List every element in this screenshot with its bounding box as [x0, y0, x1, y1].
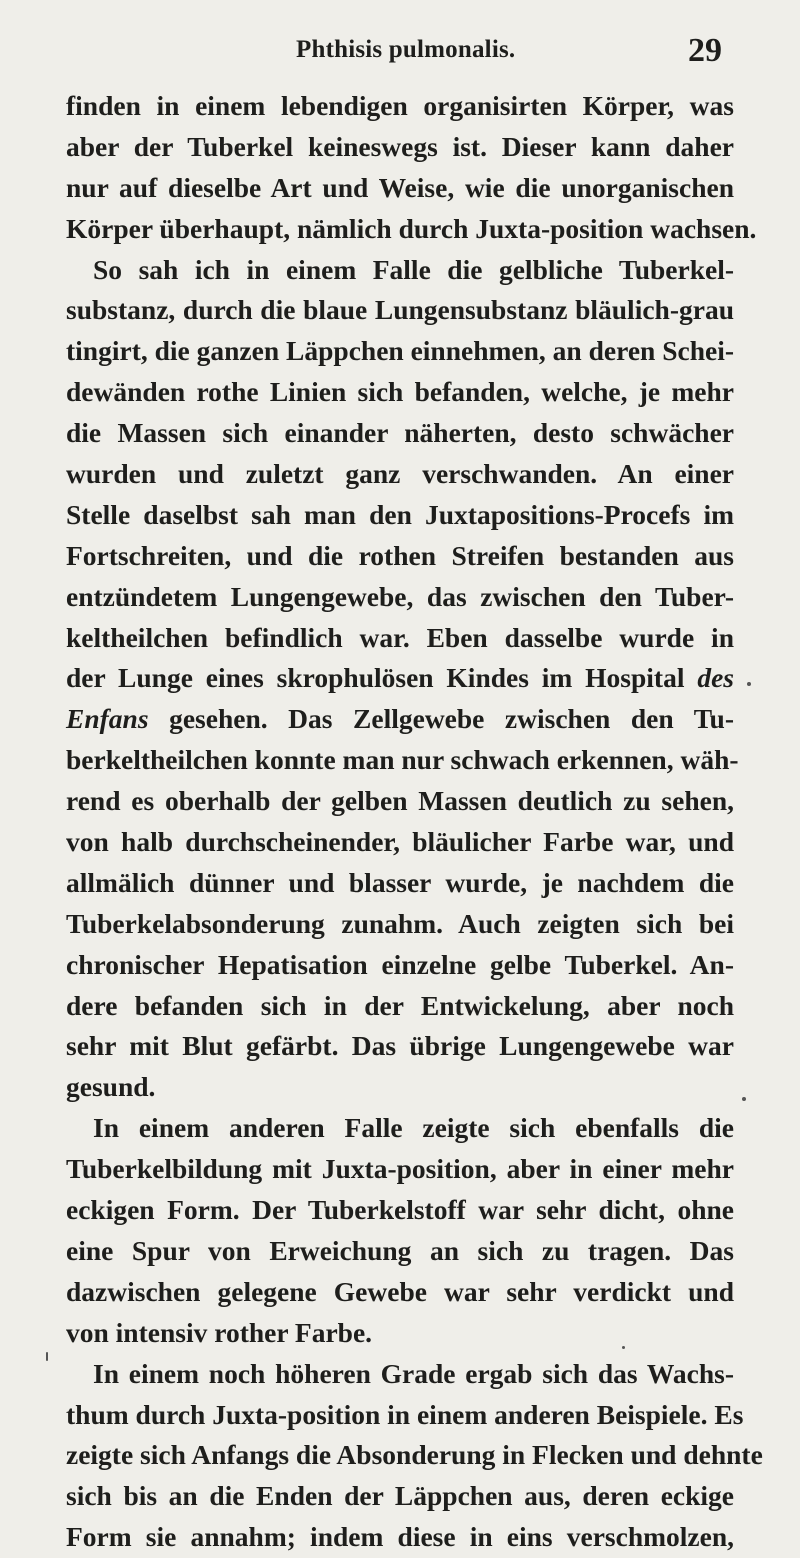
text-line: finden in einem lebendigen organisirten Körper, was: [66, 90, 734, 121]
text-line: sich bis an die Enden der Läppchen aus, deren eckige: [66, 1480, 734, 1512]
page-number: 29: [688, 32, 722, 69]
text-line: Form sie annahm; indem diese in eins verschmolzen,: [66, 1521, 734, 1553]
text-line: wurden und zuletzt ganz verschwanden. An einer: [66, 458, 734, 490]
text-line: substanz, durch die blaue Lungensubstanz bläulich-grau: [66, 294, 734, 326]
text-line: Tuberkelbildung mit Juxta-position, aber in einer mehr: [66, 1153, 734, 1185]
text-line: nur auf dieselbe Art und Weise, wie die unorganischen: [66, 171, 734, 203]
text-line: aber der Tuberkel keineswegs ist. Dieser kann daher: [66, 130, 734, 162]
text-line: Stelle daselbst sah man den Juxtapositions-Procefs im: [66, 498, 734, 530]
text-line: keltheilchen befindlich war. Eben dasselbe wurde in: [66, 621, 734, 653]
text-line: zeigte sich Anfangs die Absonderung in Flecken und dehnte: [66, 1439, 763, 1471]
text-line: eckigen Form. Der Tuberkelstoff war sehr dicht, ohne: [66, 1194, 734, 1226]
text-line: rend es oberhalb der gelben Massen deutlich zu sehen,: [66, 785, 734, 817]
text-line: eine Spur von Erweichung an sich zu tragen. Das: [66, 1234, 734, 1266]
running-head: Phthisis pulmonalis.: [296, 36, 516, 63]
text-line: [66, 658, 734, 699]
text-line: berkeltheilchen konnte man nur schwach erkennen, wäh-: [66, 744, 739, 776]
text-line: tingirt, die ganzen Läppchen einnehmen, an deren Schei-: [66, 335, 734, 367]
paper-speck: [622, 1346, 625, 1349]
paragraph-start-line: In einem noch höheren Grade ergab sich das Wachs-: [93, 1357, 734, 1389]
text-line: Tuberkelabsonderung zunahm. Auch zeigten sich bei: [66, 907, 734, 939]
paragraph-start-line: In einem anderen Falle zeigte sich ebenfalls die: [93, 1112, 734, 1144]
paper-speck: [742, 1097, 746, 1101]
text-line: entzündetem Lungengewebe, das zwischen den Tuber-: [66, 580, 734, 612]
italic-word: Enfans: [66, 703, 149, 735]
paragraph-end-line: von intensiv rother Farbe.: [66, 1316, 373, 1348]
italic-word: des: [697, 662, 734, 694]
text-line: chronischer Hepatisation einzelne gelbe Tuberkel. An-: [66, 948, 734, 980]
text-line: sehr mit Blut gefärbt. Das übrige Lungengewebe war: [66, 1030, 734, 1062]
text-line: allmälich dünner und blasser wurde, je nachdem die: [66, 866, 734, 898]
text-line: Fortschreiten, und die rothen Streifen bestanden aus: [66, 539, 734, 571]
text-line: dewänden rothe Linien sich befanden, welche, je mehr: [66, 376, 734, 408]
page-header: [40, 32, 760, 76]
paper-speck: [747, 682, 751, 686]
text-line: thum durch Juxta-position in einem anderen Beispiele. Es: [66, 1398, 744, 1430]
line-text: der Lunge eines skrophulösen Kindes im Hospital: [66, 662, 685, 694]
text-line: dazwischen gelegene Gewebe war sehr verdickt und: [66, 1275, 734, 1307]
paper-speck: [46, 1352, 48, 1361]
text-line: [66, 699, 734, 740]
text-line: Körper überhaupt, nämlich durch Juxta-position wachsen.: [66, 212, 757, 244]
text-line: von halb durchscheinender, bläulicher Farbe war, und: [66, 826, 734, 858]
paragraph-start-line: So sah ich in einem Falle die gelbliche Tuberkel-: [93, 253, 734, 285]
line-text: gesehen. Das Zellgewebe zwischen den Tu-: [169, 703, 734, 735]
text-line: die Massen sich einander näherten, desto schwächer: [66, 417, 734, 449]
paragraph-end-line: gesund.: [66, 1071, 156, 1103]
text-line: dere befanden sich in der Entwickelung, aber noch: [66, 989, 734, 1021]
body-text: [66, 86, 763, 1558]
